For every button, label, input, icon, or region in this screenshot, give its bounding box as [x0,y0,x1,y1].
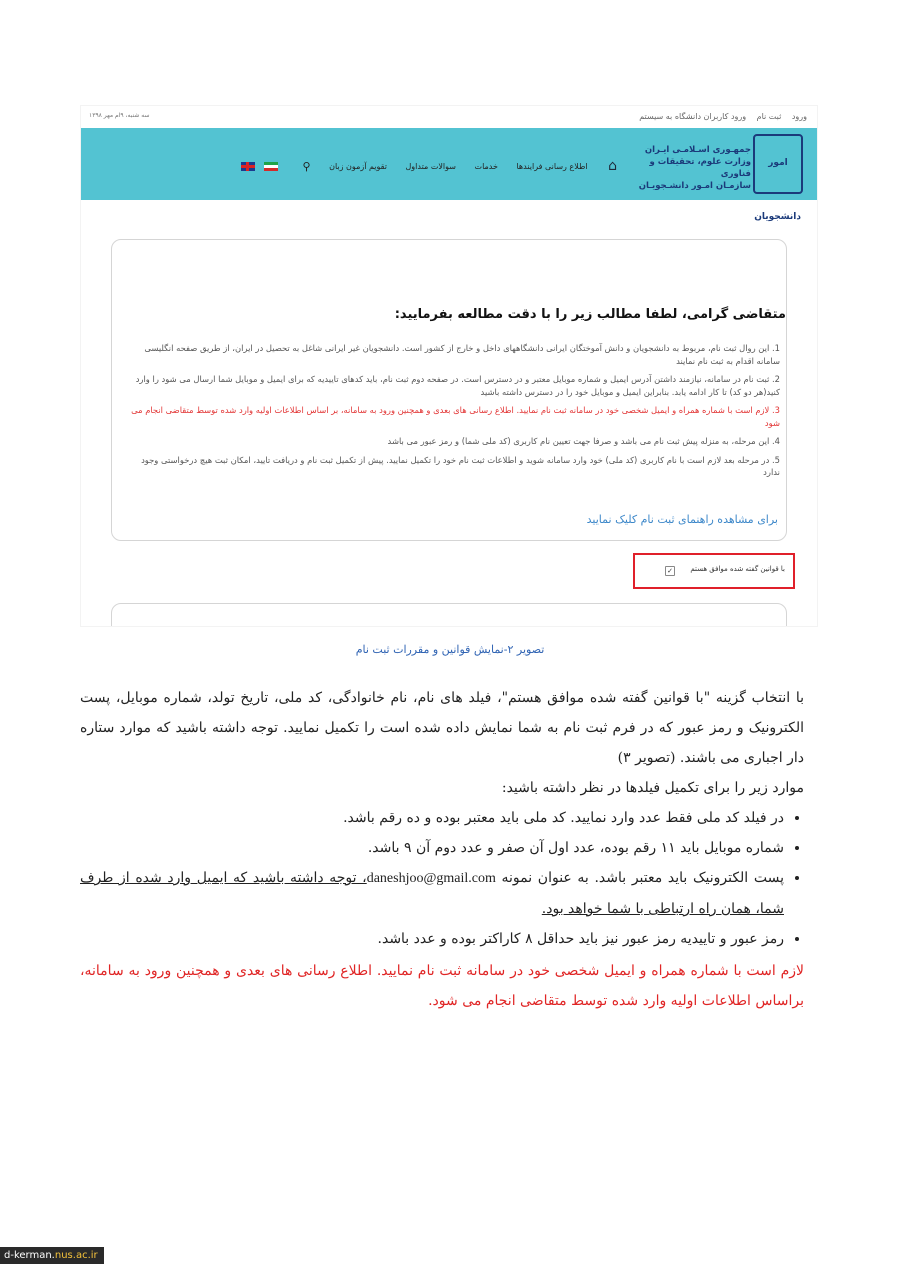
form-card-partial [111,603,787,626]
nav-item-exam-calendar[interactable]: تقویم آزمون زبان [329,161,387,171]
field-rules-list [80,803,804,954]
login-link[interactable]: ورود [791,112,807,121]
uk-flag-icon[interactable] [241,162,255,171]
nav-item-announcements[interactable]: اطلاع رسانی فرایندها [516,161,588,171]
rule-item: 4. این مرحله، به منزله پیش ثبت نام می باشد و صرفا جهت تعیین نام کاربری (کد ملی شما) و رمز عبور می باشد [387,436,780,446]
list-item: • شماره موبایل باید ۱۱ رقم بوده، عدد اول آن صفر و عدد دوم آن ۹ باشد. [80,833,784,863]
figure-caption: تصویر ۲-نمایش قوانین و مقررات ثبت نام [355,643,545,656]
list-item: • رمز عبور و تاییدیه رمز عبور نیز باید حداقل ۸ کاراکتر بوده و عدد باشد. [80,924,784,954]
list-item: • در فیلد کد ملی فقط عدد وارد نمایید. کد ملی باید معتبر بوده و ده رقم باشد. [80,803,784,833]
email-note: ، توجه داشته باشید که ایمیل وارد شده از طرف شما، همان راه ارتباطی با شما خواهد بود. [80,870,784,917]
rule-item-warning: 3. لازم است با شماره همراه و ایمیل شخصی خود در سامانه ثبت نام نمایید. اطلاع رسانی های بعدی و همچنین ورود به سامانه، بر اساس اطلاعات اولیه وارد شده توسط متقاضی انجام می شود [131,405,780,428]
agree-checkbox[interactable]: ✓ [665,566,675,576]
document-body [80,683,804,1016]
logo-line-1: جمهـوری اسـلامـی ایـران [644,145,751,155]
logo-line-3: سازمـان امـور دانشـجویـان [638,181,751,191]
nav-item-faq[interactable]: سوالات متداول [405,161,456,171]
register-link[interactable]: ثبت نام [756,112,782,121]
registration-guide-link[interactable]: برای مشاهده راهنمای ثبت نام کلیک نمایید [586,513,778,526]
rule-item: 1. این روال ثبت نام، مربوط به دانشجویان و دانش آموختگان ایرانی دانشگاههای داخل و خارج از کشور است. دانشجویان غیر ایرانی شاغل به تحصیل در ایران، از طریق صفحه انگلیسی سامانه اقدام به ثبت نام نمایند [144,343,780,366]
list-item-email [80,863,784,924]
site-header [81,128,817,222]
university-login-link[interactable]: ورود کاربران دانشگاه به سیستم [639,112,747,121]
top-links [631,112,807,121]
list-title: موارد زیر را برای تکمیل فیلدها در نظر داشته باشید: [501,780,804,796]
email-example: daneshjoo@gmail.com [366,871,496,886]
logo-text [635,144,751,192]
agree-checkbox-highlight [633,553,795,589]
source-watermark [0,1247,104,1264]
rule-item: 2. ثبت نام در سامانه، نیازمند داشتن آدرس ایمیل و شماره موبایل معتبر و در دسترس است. در صفحه دوم ثبت نام، باید کدهای تاییدیه که برای ایمیل و موبایل شما ارسال می شود را وارد کنید(هر دو کد) تا کار ادامه یابد. بنابراین ایمیل و موبایل خود را در دسترس داشته باشید [135,374,780,397]
agree-label[interactable]: با قوانین گفته شده موافق هستم [690,565,785,573]
iran-flag-icon[interactable] [264,162,278,171]
date-text: سه شنبه، ۹ام مهر ۱۳۹۸ [89,112,150,119]
site-logo[interactable] [635,134,803,222]
main-nav [241,158,617,174]
search-icon[interactable]: ⚲ [302,159,311,173]
watermark-domain: nus.ac.ir [54,1250,98,1261]
rule-item: 5. در مرحله بعد لازم است با نام کاربری (کد ملی) خود وارد سامانه شوید و اطلاعات ثبت نام خود را تکمیل نمایید. پیش از تکمیل ثبت نام و دریافت تایید، امکان ثبت هیچ درخواستی وجود ندارد [141,454,780,477]
nav-item-services[interactable]: خدمات [474,161,498,171]
rules-card [111,239,787,541]
top-bar [81,106,817,128]
email-rule-text: پست الکترونیک باید معتبر باشد. به عنوان نمونه [495,870,784,886]
logo-emblem: امور دانشجویان [753,134,803,194]
home-icon[interactable]: ⌂ [608,158,617,174]
embedded-screenshot [81,106,817,626]
rules-list [130,342,780,485]
logo-line-2: وزارت علوم، تحقیقات و فناوری [649,157,751,179]
red-note: لازم است با شماره همراه و ایمیل شخصی خود در سامانه ثبت نام نمایید. اطلاع رسانی های بعدی و همچنین ورود به سامانه، براساس اطلاعات اولیه وارد شده توسط متقاضی انجام می شود. [80,963,804,1009]
intro-paragraph: با انتخاب گزینه "با قوانین گفته شده موافق هستم"، فیلد های نام، نام خانوادگی، کد ملی، تاریخ تولد، شماره موبایل، پست الکترونیک و رمز عبور که در فرم ثبت نام به شما نمایش داده شده است را تکمیل نمایید. توجه داشته باشید که موارد ستاره دار اجباری می باشند. (تصویر ۳) [80,690,804,766]
watermark-prefix: d-kerman. [4,1250,55,1261]
rules-title: متقاضی گرامی، لطفا مطالب زیر را با دقت مطالعه بفرمایید: [394,307,786,322]
